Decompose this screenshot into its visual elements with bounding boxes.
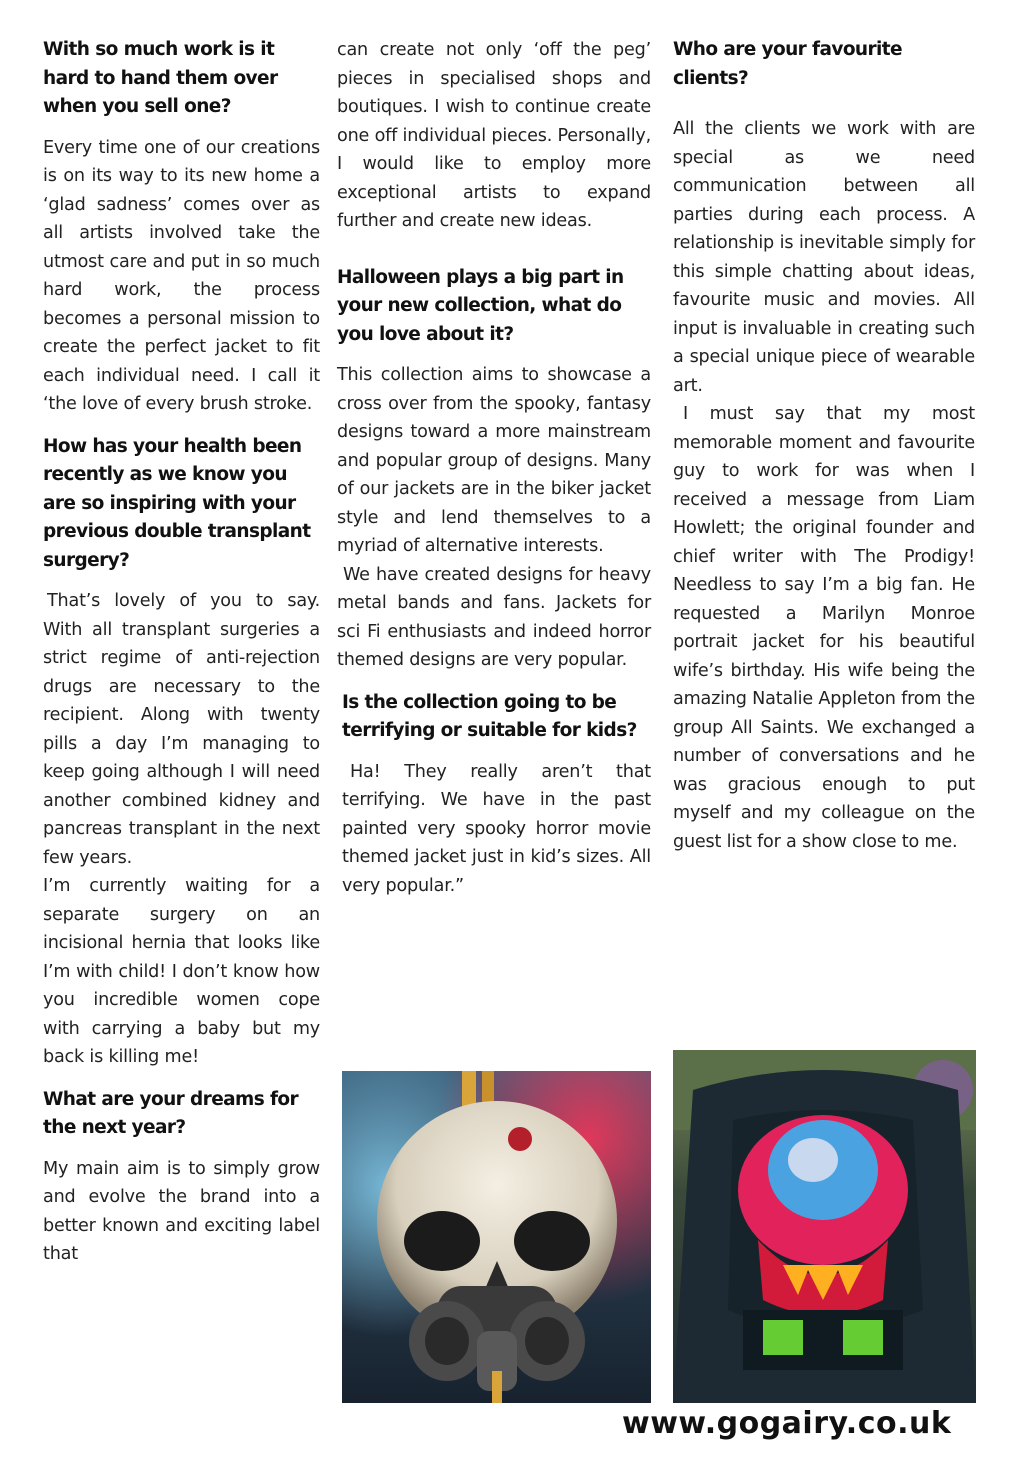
column-3: [673, 36, 975, 870]
column-2: [337, 36, 651, 914]
answer-paragraph: I must say that my most memorable moment and favourite guy to work for was when I received a message from Liam Howlett; the original founder and chief writer with The Prodigy! Needless to say I’m a big fan. He requested a Marilyn Monroe portrait jacket for his beautiful wife’s birthday. His wife being the amazing Natalie Appleton from the group All Saints. We exchanged a number of conversations and he was gracious enough to put myself and my colleague on the guest list for a show close to me.: [673, 404, 975, 852]
jacket-illustration: [673, 1050, 976, 1403]
question-heading: How has your health been recently as we know you are so inspiring with your previous double transplant surgery?: [43, 435, 311, 571]
question-heading: What are your dreams for the next year?: [43, 1088, 299, 1138]
answer-paragraph: I’m currently waiting for a separate surgery on an incisional hernia that looks like I’m with child! I don’t know how you incredible women cope with carrying a baby but my back is killing me!: [43, 876, 320, 1067]
answer-paragraph: We have created designs for heavy metal bands and fans. Jackets for sci Fi enthusiasts and indeed horror themed designs are very popular.: [337, 564, 651, 670]
website-url[interactable]: www.gogairy.co.uk: [622, 1406, 952, 1441]
answer-paragraph: can create not only ‘off the peg’ pieces in specialised shops and boutiques. I wish to continue create one off individual pieces. Personally, I would like to employ more exceptional artists to expand further and create new ideas.: [337, 40, 651, 231]
answer-paragraph: My main aim is to simply grow and evolve the brand into a better known and exciting label that: [43, 1158, 320, 1264]
question-heading: With so much work is it hard to hand them over when you sell one?: [43, 39, 278, 117]
answer-paragraph: That’s lovely of you to say. With all transplant surgeries a strict regime of anti-rejection drugs are necessary to the recipient. Along with twenty pills a day I’m managing to keep going although I will need another combined kidney and pancreas transplant in the next few years.: [43, 591, 320, 868]
skull-illustration: [342, 1071, 651, 1403]
question-heading: Halloween plays a big part in your new collection, what do you love about it?: [337, 266, 624, 345]
answer-paragraph: Ha! They really aren’t that terrifying. We have in the past painted very spooky horror movie themed jacket just in kid’s sizes. All very popular.”: [342, 761, 651, 896]
column-1: [43, 36, 320, 1269]
question-heading: Is the collection going to be terrifying or suitable for kids?: [342, 691, 637, 741]
painted-jacket-image: [673, 1050, 976, 1403]
answer-paragraph: Every time one of our creations is on its way to its new home a ‘glad sadness’ comes over as all artists involved take the utmost care and put in so much hard work, the process becomes a personal mission to create the perfect jacket to fit each individual need. I call it ‘the love of every brush stroke.: [43, 137, 320, 414]
question-heading: Who are your favourite clients?: [673, 39, 902, 89]
answer-paragraph: This collection aims to showcase a cross over from the spooky, fantasy designs toward a more mainstream and popular group of designs. Many of our jackets are in the biker jacket style and lend themselves to a myriad of alternative interests.: [337, 365, 651, 556]
skull-gasmask-artwork-image: [342, 1071, 651, 1403]
answer-paragraph: All the clients we work with are special as we need communication between all parties during each process. A relationship is inevitable simply for this simple chatting about ideas, favourite music and movies. All input is invaluable in creating such a special unique piece of wearable art.: [673, 119, 975, 396]
